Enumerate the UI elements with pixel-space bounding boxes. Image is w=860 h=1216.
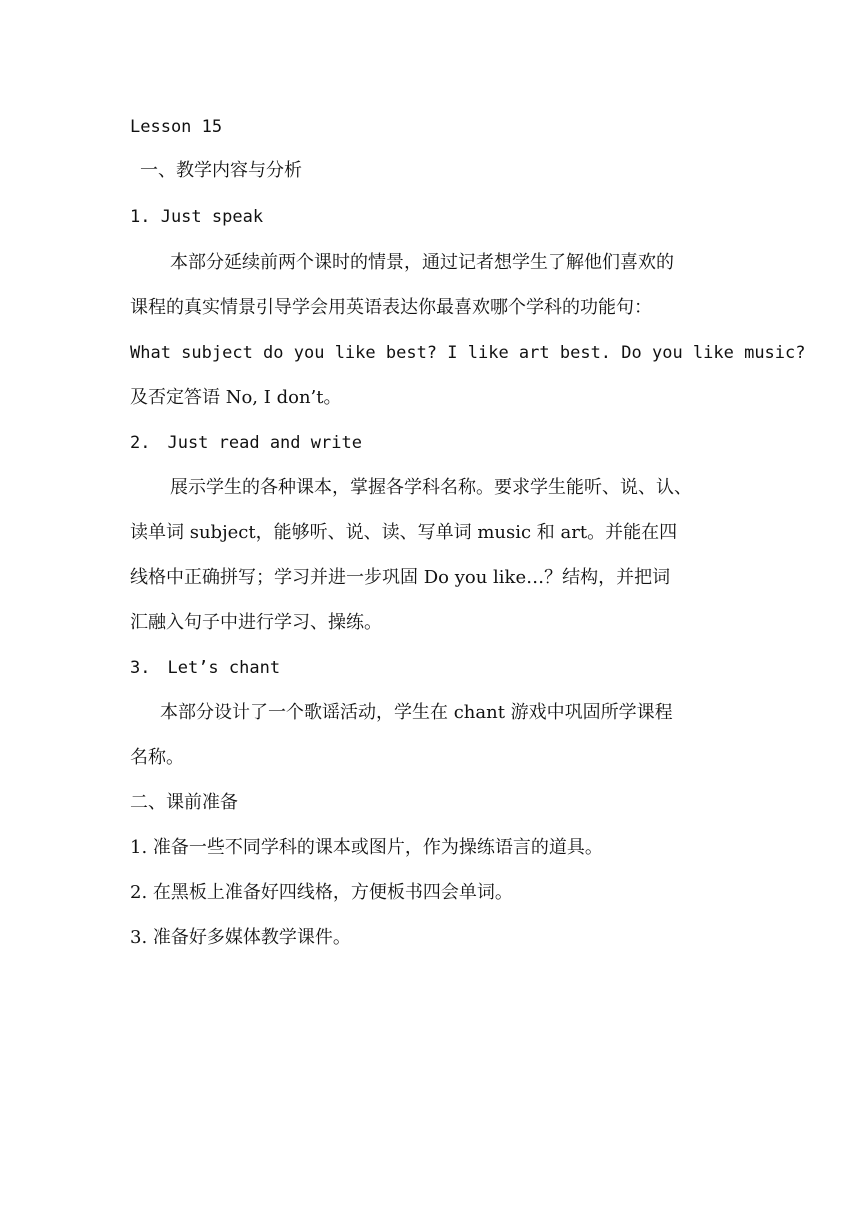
- prep-list-item: 3. 准备好多媒体教学课件。: [130, 927, 351, 948]
- paragraph-line: 课程的真实情景引导学会用英语表达你最喜欢哪个学科的功能句：: [130, 297, 652, 318]
- paragraph-line: 及否定答语 No, I don’t。: [130, 387, 342, 408]
- lesson-title: Lesson 15: [130, 117, 223, 137]
- prep-list-item: 1. 准备一些不同学科的课本或图片，作为操练语言的道具。: [130, 837, 603, 858]
- paragraph-line: What subject do you like best? I like art best. Do you like music?: [130, 343, 806, 363]
- paragraph-line: 本部分延续前两个课时的情景，通过记者想学生了解他们喜欢的: [170, 252, 674, 273]
- section-heading-content-analysis: 一、教学内容与分析: [140, 160, 302, 181]
- paragraph-line: 线格中正确拼写；学习并进一步巩固 Do you like…？结构，并把词: [130, 567, 671, 588]
- item-heading-lets-chant: 3. Let’s chant: [130, 658, 281, 678]
- paragraph-line: 读单词 subject，能够听、说、读、写单词 music 和 art。并能在四: [130, 522, 678, 543]
- paragraph-line: 汇融入句子中进行学习、操练。: [130, 612, 382, 633]
- item-heading-just-read-and-write: 2. Just read and write: [130, 433, 362, 453]
- paragraph-line: 展示学生的各种课本，掌握各学科名称。要求学生能听、说、认、: [170, 477, 692, 498]
- paragraph-line: 本部分设计了一个歌谣活动，学生在 chant 游戏中巩固所学课程: [160, 702, 673, 723]
- section-heading-preparation: 二、课前准备: [130, 792, 238, 813]
- paragraph-line: 名称。: [130, 747, 184, 768]
- item-heading-just-speak: 1. Just speak: [130, 207, 264, 227]
- prep-list-item: 2. 在黑板上准备好四线格，方便板书四会单词。: [130, 882, 513, 903]
